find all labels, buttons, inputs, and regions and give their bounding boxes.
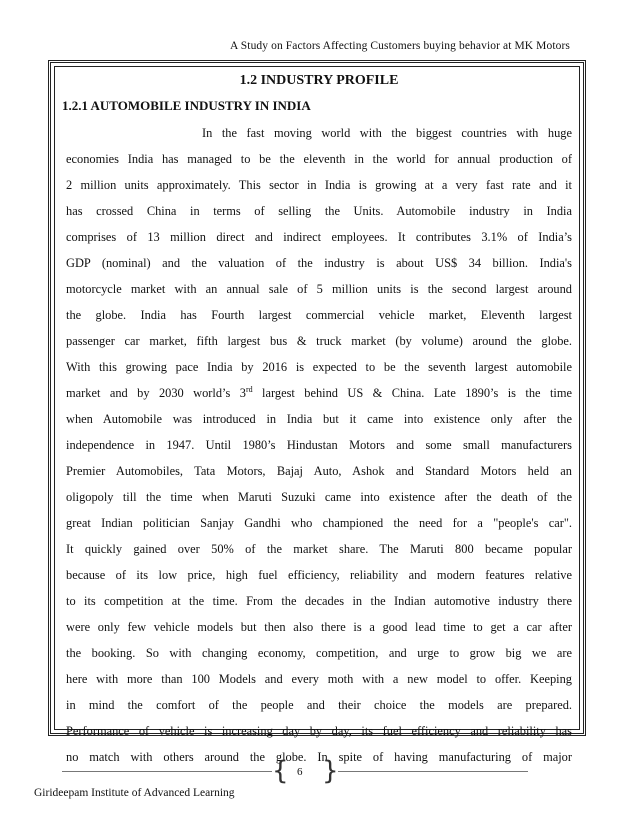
text-line: It quickly gained over 50% of the market share. The Maruti 800 became popular [66,542,572,556]
subsection-title: 1.2.1 AUTOMOBILE INDUSTRY IN INDIA [62,98,311,113]
text-fragment: market and by 2030 world’s 3 [66,386,246,400]
text-line: when Automobile was introduced in India but it came into existence only after the [66,412,572,426]
footer-rule-right [338,771,528,772]
text-line: With this growing pace India by 2016 is expected to be the seventh largest automobile [66,360,572,374]
text-line: Premier Automobiles, Tata Motors, Bajaj Auto, Ashok and Standard Motors held an [66,464,572,478]
text-line: because of its low price, high fuel efficiency, reliability and modern features relative [66,568,572,582]
text-line: In the fast moving world with the biggest countries with huge [202,126,572,140]
right-brace-icon: } [322,756,339,786]
body-paragraph [66,120,572,770]
text-line: the booking. So with changing economy, competition, and urge to grow big we are [66,646,572,660]
text-line: oligopoly till the time when Maruti Suzuki came into existence after the death of the [66,490,572,504]
text-line: Performance of vehicle is increasing day by day, its fuel efficiency and reliability has [66,724,572,738]
page-content [62,66,572,770]
footer-institute: Girideepam Institute of Advanced Learning [34,787,235,799]
text-line: no match with others around the globe. In spite of having manufacturing of major [66,750,572,764]
text-line: were only few vehicle models but then also there is a good lead time to get a car after [66,620,572,634]
text-line: independence in 1947. Until 1980’s Hindustan Motors and some small manufacturers [66,438,572,452]
text-line: economies India has managed to be the eleventh in the world for annual production of [66,152,572,166]
text-line: motorcycle market with an annual sale of 5 million units is the second largest around [66,282,572,296]
text-line: great Indian politician Sanjay Gandhi who championed the need for a "people's car". [66,516,572,530]
text-line: here with more than 100 Models and every moth with a new model to offer. Keeping [66,672,572,686]
page-number: 6 [297,766,303,778]
text-line: GDP (nominal) and the valuation of the industry is about US$ 34 billion. India's [66,256,572,270]
text-line: to its competition at the time. From the decades in the Indian automotive industry there [66,594,572,608]
section-title: 1.2 INDUSTRY PROFILE [239,73,399,88]
text-line: in mind the comfort of the people and their choice the models are prepared. [66,698,572,712]
running-header: A Study on Factors Affecting Customers buying behavior at MK Motors [230,40,570,52]
superscript: rd [245,384,253,394]
left-brace-icon: { [272,756,289,786]
text-fragment: largest behind US & China. Late 1890’s is the time [262,386,572,400]
text-line: has crossed China in terms of selling the Units. Automobile industry in India [66,204,572,218]
text-line: passenger car market, fifth largest bus & truck market (by volume) around the globe. [66,334,572,348]
text-line-with-superscript [66,380,572,406]
text-line: the globe. India has Fourth largest commercial vehicle market, Eleventh largest [66,308,572,322]
footer-rule-left [62,771,272,772]
text-line: comprises of 13 million direct and indirect employees. It contributes 3.1% of India’s [66,230,572,244]
text-line: 2 million units approximately. This sector in India is growing at a very fast rate and it [66,178,572,192]
